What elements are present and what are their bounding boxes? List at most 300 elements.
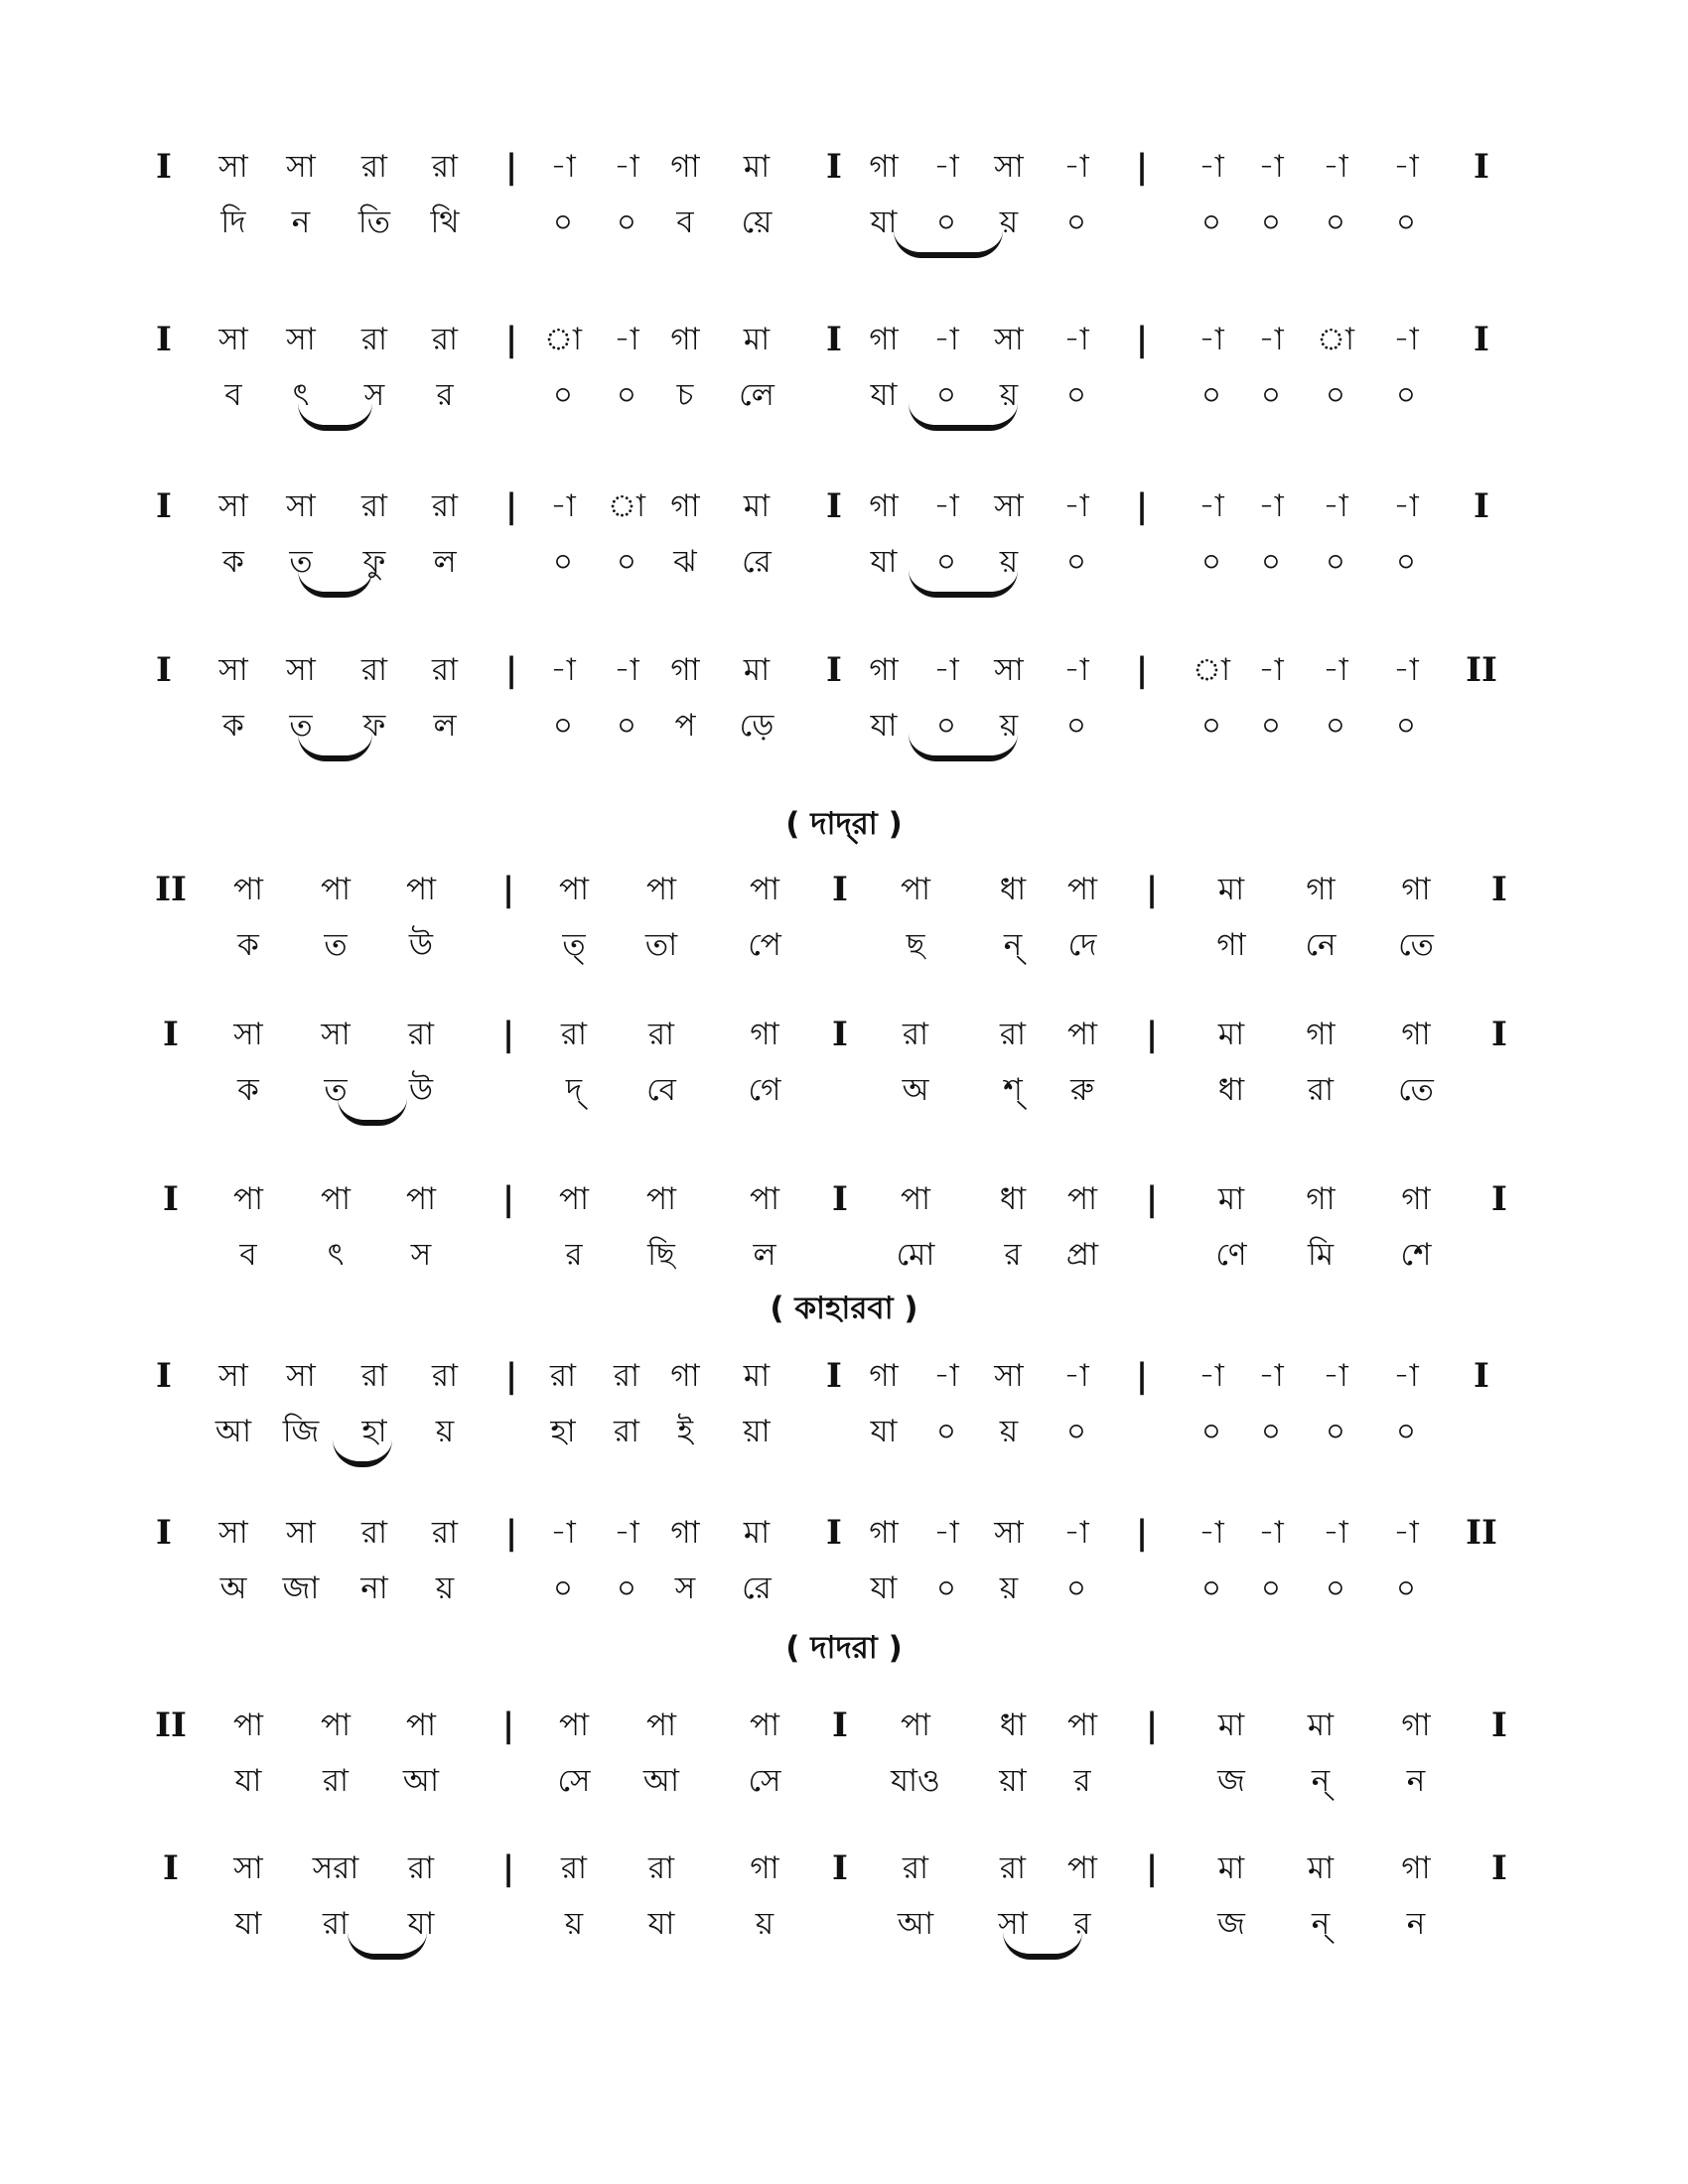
- note: সা: [233, 1017, 263, 1052]
- bar-line: |: [504, 1513, 518, 1553]
- note: -া: [1198, 149, 1224, 185]
- lyric-syllable: নে: [1305, 927, 1336, 963]
- note: ধা: [999, 872, 1027, 907]
- note: -া: [550, 652, 576, 688]
- lyric-syllable: ০: [552, 708, 574, 744]
- note: সা: [994, 1358, 1024, 1394]
- lyric-syllable: যা: [647, 1906, 675, 1942]
- bar-line: |: [1145, 1848, 1159, 1888]
- note: মা: [1217, 1850, 1245, 1886]
- bar-line: I: [156, 650, 172, 690]
- bar-line: II: [1466, 1513, 1497, 1553]
- note: গা: [869, 1515, 899, 1551]
- slur-mark: [333, 1439, 392, 1467]
- notes-row: [0, 1513, 1688, 1576]
- lyric-syllable: ০: [1200, 1570, 1222, 1606]
- bar-line: I: [1474, 486, 1489, 526]
- note: -া: [1393, 652, 1419, 688]
- lyric-syllable: বে: [646, 1072, 676, 1108]
- lyric-syllable: যা: [870, 1414, 898, 1449]
- bar-line: I: [826, 147, 842, 187]
- note: পা: [900, 1181, 931, 1217]
- note: সা: [218, 322, 248, 357]
- slur-mark: [298, 570, 372, 598]
- lyric-syllable: য়: [435, 1414, 455, 1449]
- note: গা: [869, 322, 899, 357]
- lyric-syllable: সে: [557, 1763, 591, 1799]
- note: রা: [407, 1017, 435, 1052]
- notes-row: [0, 870, 1688, 933]
- lyric-syllable: ০: [1200, 377, 1222, 413]
- note: মা: [743, 149, 771, 185]
- lyric-syllable: যা: [234, 1763, 262, 1799]
- lyric-syllable: ই: [676, 1414, 694, 1449]
- note: রা: [360, 322, 388, 357]
- lyric-syllable: ত: [324, 927, 348, 963]
- lyric-syllable: ০: [552, 205, 574, 240]
- note: রা: [431, 488, 459, 524]
- lyric-syllable: পে: [748, 927, 781, 963]
- lyric-syllable: ০: [1325, 205, 1346, 240]
- bar-line: I: [156, 1513, 172, 1553]
- lyric-syllable: ছ: [906, 927, 925, 963]
- lyric-syllable: হা: [361, 1414, 387, 1449]
- lyric-syllable: ০: [1260, 1570, 1282, 1606]
- bar-line: I: [1474, 1356, 1489, 1396]
- note: মা: [1217, 872, 1245, 907]
- notes-row: [0, 1706, 1688, 1769]
- lyric-syllable: ব: [676, 205, 694, 240]
- note: -া: [1323, 488, 1348, 524]
- note: গা: [1306, 1017, 1336, 1052]
- slur-mark: [1003, 1932, 1082, 1960]
- slur-mark: [338, 1098, 407, 1126]
- note: রা: [360, 1358, 388, 1394]
- slur-mark: [909, 403, 1018, 431]
- lyric-syllable: ০: [552, 1570, 574, 1606]
- bar-line: I: [163, 1848, 179, 1888]
- lyric-syllable: তে: [1398, 927, 1434, 963]
- section-heading-kaharba: ( কাহারবা ): [770, 1291, 918, 1326]
- lyric-syllable: শে: [1400, 1237, 1432, 1273]
- lyric-syllable: দি: [220, 205, 246, 240]
- note: গা: [869, 488, 899, 524]
- note: রা: [360, 149, 388, 185]
- lyric-syllable: রা: [322, 1906, 350, 1942]
- note: -া: [1323, 652, 1348, 688]
- note: -া: [933, 1358, 959, 1394]
- note: -া: [1198, 1358, 1224, 1394]
- bar-line: I: [1491, 1848, 1507, 1888]
- lyric-syllable: জ: [1217, 1763, 1245, 1799]
- lyric-syllable: আ: [897, 1906, 934, 1942]
- note: সা: [218, 1515, 248, 1551]
- lyric-syllable: গে: [748, 1072, 781, 1108]
- lyric-syllable: য়: [755, 1906, 774, 1942]
- note: পা: [1066, 1017, 1098, 1052]
- note: সা: [218, 1358, 248, 1394]
- slur-mark: [909, 570, 1018, 598]
- note: রা: [902, 1850, 929, 1886]
- lyric-syllable: উ: [408, 927, 434, 963]
- lyric-syllable: ব: [224, 377, 242, 413]
- bar-line: I: [832, 870, 848, 909]
- note: পা: [1066, 872, 1098, 907]
- note: পা: [558, 1181, 590, 1217]
- note: পা: [645, 1181, 677, 1217]
- note: গা: [670, 652, 700, 688]
- lyric-syllable: স: [363, 377, 385, 413]
- lyric-syllable: যা: [407, 1906, 435, 1942]
- note: পা: [558, 872, 590, 907]
- lyric-syllable: ঝ: [673, 544, 697, 580]
- lyric-syllable: ছি: [647, 1237, 675, 1273]
- lyric-syllable: ০: [616, 205, 637, 240]
- bar-line: I: [1491, 1179, 1507, 1219]
- notes-row: [0, 147, 1688, 210]
- lyrics-row: [0, 203, 1688, 266]
- lyric-syllable: ০: [935, 205, 957, 240]
- bar-line: |: [504, 147, 518, 187]
- lyric-syllable: ০: [1065, 1414, 1087, 1449]
- note: সা: [286, 652, 316, 688]
- notes-row: [0, 1015, 1688, 1078]
- lyric-syllable: র: [1004, 1237, 1022, 1273]
- note: গা: [670, 488, 700, 524]
- note: পা: [320, 1707, 352, 1743]
- lyric-syllable: ন্: [1311, 1763, 1331, 1799]
- note: া: [607, 488, 645, 524]
- note: -া: [1198, 322, 1224, 357]
- lyric-syllable: ন: [1406, 1763, 1426, 1799]
- lyrics-row: [0, 1761, 1688, 1825]
- bar-line: I: [1474, 320, 1489, 359]
- lyric-syllable: ০: [1200, 1414, 1222, 1449]
- lyric-syllable: যা: [870, 544, 898, 580]
- note: মা: [743, 652, 771, 688]
- note: গা: [750, 1850, 779, 1886]
- note: -া: [1393, 322, 1419, 357]
- note: -া: [1063, 322, 1089, 357]
- lyric-syllable: ০: [935, 1570, 957, 1606]
- lyric-syllable: য়া: [743, 1414, 771, 1449]
- note: রা: [560, 1017, 588, 1052]
- lyric-syllable: ০: [1395, 377, 1417, 413]
- note: -া: [550, 149, 576, 185]
- lyric-syllable: ল: [433, 708, 457, 744]
- note: মা: [743, 488, 771, 524]
- lyric-syllable: যা: [870, 377, 898, 413]
- note: ধা: [999, 1181, 1027, 1217]
- bar-line: I: [1491, 1706, 1507, 1745]
- note: মা: [1217, 1181, 1245, 1217]
- note: পা: [558, 1707, 590, 1743]
- note: রা: [360, 488, 388, 524]
- lyric-syllable: য়: [564, 1906, 584, 1942]
- lyric-syllable: ০: [935, 1414, 957, 1449]
- note: পা: [405, 1181, 437, 1217]
- lyric-syllable: ন্: [1311, 1906, 1331, 1942]
- lyric-syllable: রু: [1070, 1072, 1094, 1108]
- note: া: [1316, 322, 1354, 357]
- lyric-syllable: ০: [616, 544, 637, 580]
- note: -া: [1258, 1358, 1284, 1394]
- note: পা: [1066, 1707, 1098, 1743]
- note: া: [543, 322, 582, 357]
- lyric-syllable: শ্: [1003, 1072, 1023, 1108]
- lyric-syllable: অ: [902, 1072, 929, 1108]
- lyric-syllable: ০: [935, 708, 957, 744]
- bar-line: I: [156, 320, 172, 359]
- lyric-syllable: দে: [1067, 927, 1097, 963]
- bar-line: |: [1145, 1015, 1159, 1054]
- lyric-syllable: স: [410, 1237, 432, 1273]
- lyric-syllable: ল: [753, 1237, 776, 1273]
- note: গা: [750, 1017, 779, 1052]
- note: গা: [869, 652, 899, 688]
- lyric-syllable: য়: [999, 205, 1019, 240]
- note: গা: [670, 1515, 700, 1551]
- lyric-syllable: ০: [1395, 1414, 1417, 1449]
- lyric-syllable: থি: [430, 205, 460, 240]
- lyrics-row: [0, 1412, 1688, 1475]
- lyric-syllable: য়: [999, 1414, 1019, 1449]
- bar-line: |: [1135, 1356, 1149, 1396]
- lyric-syllable: ধা: [1217, 1072, 1245, 1108]
- bar-line: I: [163, 1179, 179, 1219]
- slur-mark: [894, 230, 1003, 258]
- note: সা: [218, 488, 248, 524]
- bar-line: |: [501, 1015, 515, 1054]
- lyric-syllable: সে: [748, 1763, 781, 1799]
- lyric-syllable: য়: [999, 544, 1019, 580]
- lyric-syllable: ০: [1325, 1570, 1346, 1606]
- lyric-syllable: রা: [1307, 1072, 1335, 1108]
- lyric-syllable: ০: [1260, 544, 1282, 580]
- note: পা: [645, 1707, 677, 1743]
- bar-line: |: [1135, 320, 1149, 359]
- lyric-syllable: ০: [1325, 377, 1346, 413]
- lyric-syllable: মি: [1307, 1237, 1335, 1273]
- note: পা: [232, 1181, 264, 1217]
- lyric-syllable: তি: [357, 205, 391, 240]
- slur-mark: [298, 734, 372, 761]
- bar-line: |: [501, 1179, 515, 1219]
- bar-line: |: [501, 1706, 515, 1745]
- lyric-syllable: য়: [999, 708, 1019, 744]
- bar-line: I: [163, 1015, 179, 1054]
- note: মা: [1217, 1707, 1245, 1743]
- lyric-syllable: ০: [616, 708, 637, 744]
- bar-line: I: [832, 1848, 848, 1888]
- note: পা: [405, 1707, 437, 1743]
- lyric-syllable: যা: [870, 205, 898, 240]
- lyric-syllable: আ: [214, 1414, 252, 1449]
- lyric-syllable: ব: [239, 1237, 257, 1273]
- bar-line: I: [156, 147, 172, 187]
- note: মা: [743, 1358, 771, 1394]
- lyric-syllable: প: [674, 708, 696, 744]
- note: রা: [431, 652, 459, 688]
- note: সা: [994, 322, 1024, 357]
- note: সা: [218, 149, 248, 185]
- bar-line: |: [501, 870, 515, 909]
- note: গা: [1401, 1850, 1431, 1886]
- note: -া: [1258, 652, 1284, 688]
- note: -া: [1258, 1515, 1284, 1551]
- bar-line: |: [504, 320, 518, 359]
- lyrics-row: [0, 375, 1688, 439]
- bar-line: I: [832, 1179, 848, 1219]
- lyric-syllable: ০: [935, 377, 957, 413]
- bar-line: |: [1135, 486, 1149, 526]
- note: পা: [900, 872, 931, 907]
- note: সা: [286, 322, 316, 357]
- lyric-syllable: গা: [1216, 927, 1246, 963]
- note: -া: [614, 149, 639, 185]
- note: পা: [405, 872, 437, 907]
- lyric-syllable: ক: [222, 708, 244, 744]
- lyric-syllable: প্রা: [1065, 1237, 1099, 1273]
- lyric-syllable: ৎ: [292, 377, 310, 413]
- note: পা: [232, 872, 264, 907]
- note: রা: [560, 1850, 588, 1886]
- lyric-syllable: ফ: [362, 708, 386, 744]
- note: -া: [933, 652, 959, 688]
- bar-line: I: [1491, 870, 1507, 909]
- note: সা: [218, 652, 248, 688]
- note: -া: [550, 1515, 576, 1551]
- bar-line: |: [504, 1356, 518, 1396]
- bar-line: II: [155, 1706, 187, 1745]
- lyric-syllable: ০: [1065, 377, 1087, 413]
- lyric-syllable: ন: [1406, 1906, 1426, 1942]
- note: -া: [1323, 149, 1348, 185]
- note: গা: [1401, 1707, 1431, 1743]
- lyrics-row: [0, 1569, 1688, 1632]
- bar-line: II: [1466, 650, 1497, 690]
- note: -া: [1323, 1358, 1348, 1394]
- bar-line: |: [504, 650, 518, 690]
- lyric-syllable: সা: [998, 1906, 1028, 1942]
- notes-row: [0, 1356, 1688, 1420]
- lyric-syllable: র: [565, 1237, 583, 1273]
- lyric-syllable: রে: [742, 544, 772, 580]
- bar-line: I: [832, 1015, 848, 1054]
- slur-mark: [348, 1932, 427, 1960]
- lyric-syllable: রা: [322, 1763, 350, 1799]
- note: সা: [286, 1358, 316, 1394]
- note: রা: [999, 1850, 1027, 1886]
- lyric-syllable: ০: [1200, 205, 1222, 240]
- notes-row: [0, 486, 1688, 550]
- note: রা: [360, 1515, 388, 1551]
- note: -া: [1198, 1515, 1224, 1551]
- lyric-syllable: ড়ে: [739, 708, 774, 744]
- lyric-syllable: যাও: [891, 1763, 940, 1799]
- bar-line: I: [832, 1706, 848, 1745]
- note: সা: [286, 488, 316, 524]
- lyric-syllable: হা: [550, 1414, 576, 1449]
- lyric-syllable: তা: [644, 927, 678, 963]
- lyric-syllable: ০: [1395, 544, 1417, 580]
- note: মা: [1307, 1707, 1335, 1743]
- section-heading-dadra-1: ( দাদ্‌রা ): [785, 806, 903, 842]
- note: -া: [1063, 1358, 1089, 1394]
- notes-row: [0, 1848, 1688, 1912]
- lyric-syllable: রা: [613, 1414, 640, 1449]
- slur-mark: [909, 734, 1018, 761]
- notes-row: [0, 650, 1688, 714]
- lyric-syllable: না: [360, 1570, 388, 1606]
- lyric-syllable: লে: [739, 377, 774, 413]
- lyric-syllable: য়ে: [741, 205, 773, 240]
- bar-line: I: [826, 1356, 842, 1396]
- lyric-syllable: ণে: [1215, 1237, 1247, 1273]
- lyric-syllable: ০: [1065, 205, 1087, 240]
- lyric-syllable: ত্: [562, 927, 586, 963]
- lyrics-row: [0, 1904, 1688, 1968]
- bar-line: |: [1135, 1513, 1149, 1553]
- note: -া: [1198, 488, 1224, 524]
- bar-line: |: [501, 1848, 515, 1888]
- note: -া: [1393, 1358, 1419, 1394]
- lyrics-row: [0, 706, 1688, 769]
- lyric-syllable: ফু: [362, 544, 386, 580]
- lyric-syllable: র: [436, 377, 454, 413]
- note: গা: [869, 149, 899, 185]
- note: -া: [1258, 322, 1284, 357]
- bar-line: |: [504, 486, 518, 526]
- bar-line: I: [826, 486, 842, 526]
- note: -া: [933, 322, 959, 357]
- note: গা: [1306, 872, 1336, 907]
- note: -া: [933, 149, 959, 185]
- note: রা: [902, 1017, 929, 1052]
- note: পা: [232, 1707, 264, 1743]
- note: -া: [933, 1515, 959, 1551]
- lyric-syllable: ত: [289, 708, 313, 744]
- note: পা: [749, 1707, 780, 1743]
- note: -া: [614, 1515, 639, 1551]
- note: সা: [994, 1515, 1024, 1551]
- lyric-syllable: য়: [999, 1570, 1019, 1606]
- bar-line: I: [156, 486, 172, 526]
- note: রা: [647, 1017, 675, 1052]
- note: -া: [1393, 149, 1419, 185]
- lyric-syllable: ০: [1065, 544, 1087, 580]
- lyric-syllable: ন: [291, 205, 311, 240]
- lyric-syllable: ০: [1200, 544, 1222, 580]
- bar-line: I: [156, 1356, 172, 1396]
- lyrics-row: [0, 925, 1688, 989]
- lyric-syllable: উ: [408, 1072, 434, 1108]
- lyric-syllable: য়: [435, 1570, 455, 1606]
- lyric-syllable: ০: [1260, 1414, 1282, 1449]
- lyric-syllable: র: [1073, 1763, 1091, 1799]
- note: রা: [431, 1358, 459, 1394]
- lyric-syllable: ০: [1395, 708, 1417, 744]
- note: সা: [286, 149, 316, 185]
- note: -া: [1063, 652, 1089, 688]
- lyric-syllable: ত: [324, 1072, 348, 1108]
- bar-line: |: [1135, 650, 1149, 690]
- note: সা: [994, 488, 1024, 524]
- lyrics-row: [0, 542, 1688, 606]
- note: রা: [431, 1515, 459, 1551]
- note: -া: [1063, 149, 1089, 185]
- lyrics-row: [0, 1070, 1688, 1134]
